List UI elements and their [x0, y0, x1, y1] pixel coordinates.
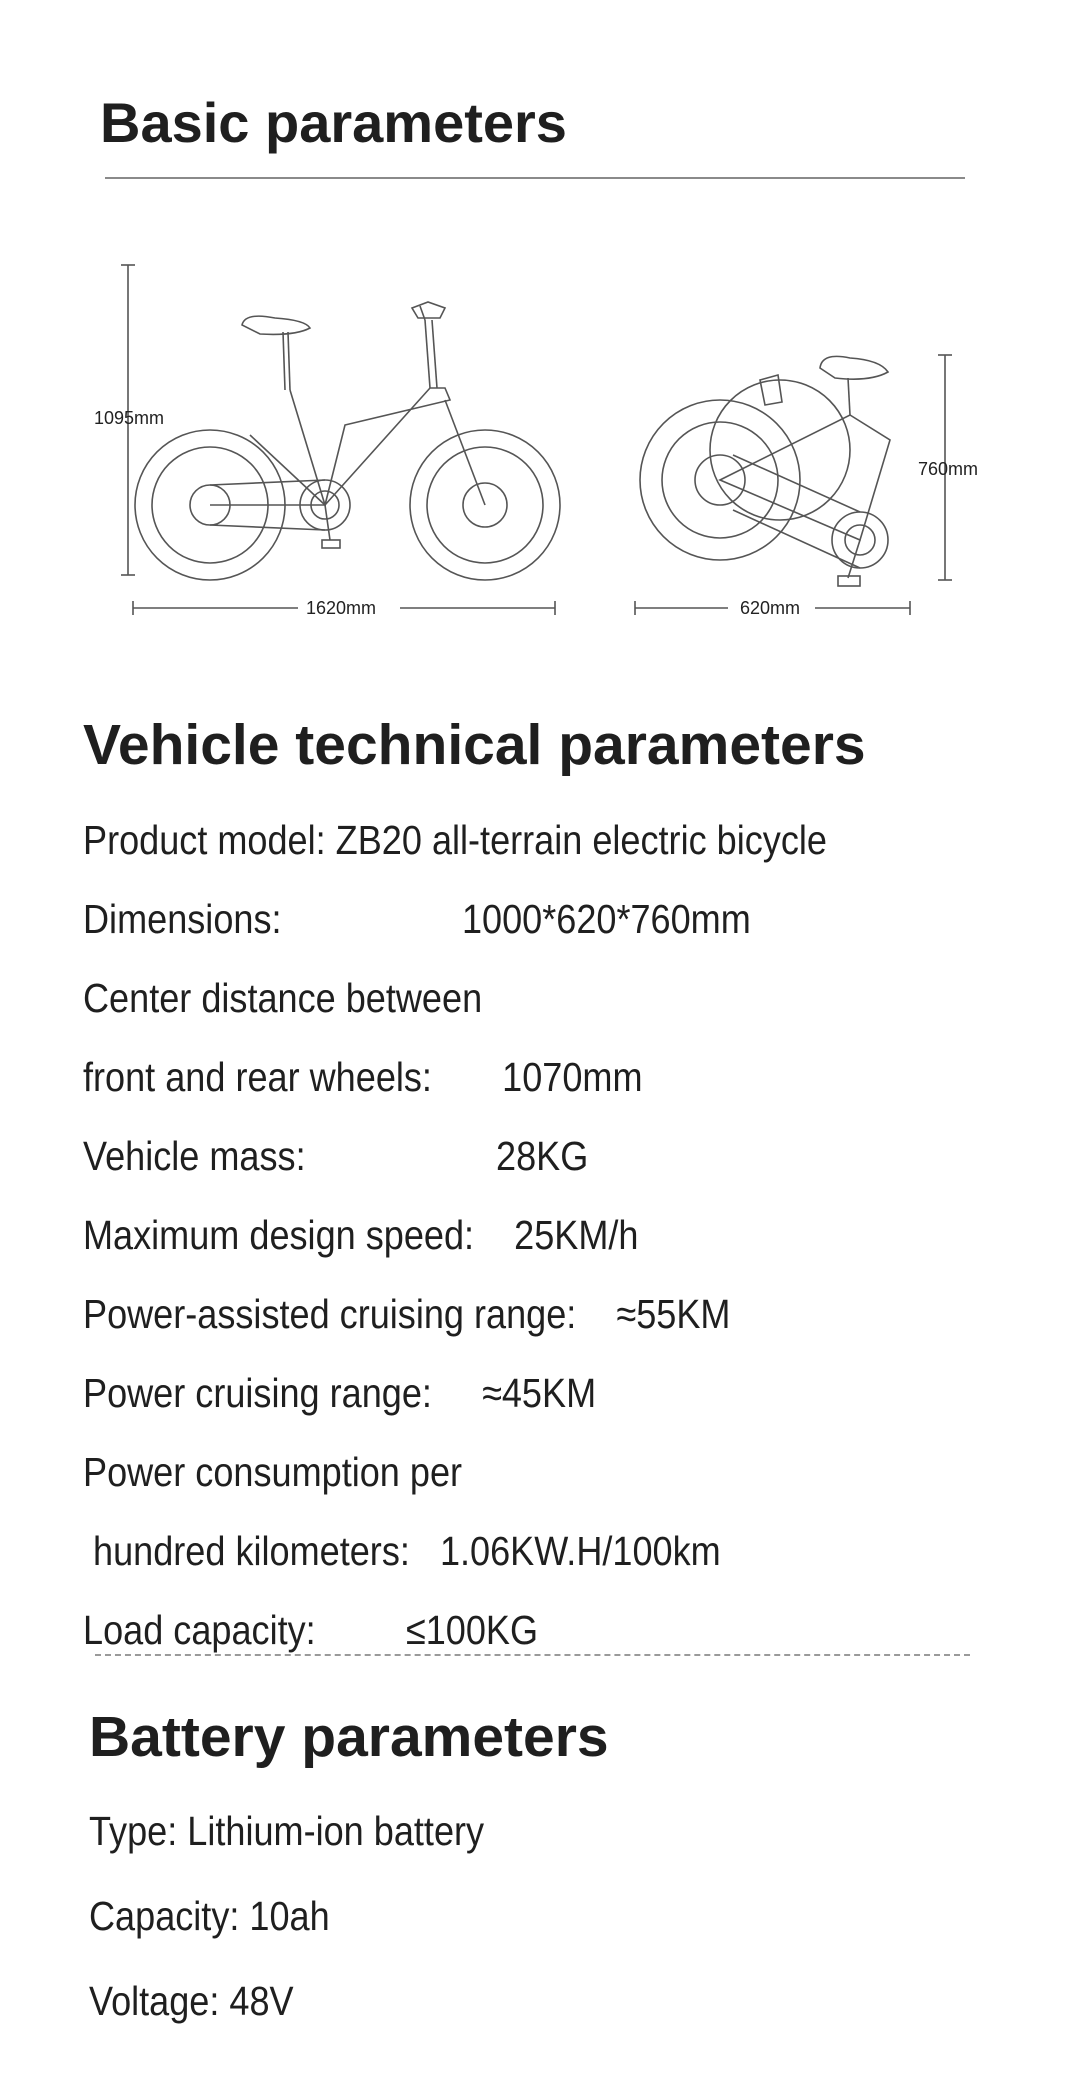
spec-line-wheel-distance: front and rear wheels: 1070mm — [83, 1054, 643, 1100]
section-divider-dashed — [95, 1654, 970, 1656]
folded-width-label: 620mm — [740, 598, 801, 618]
battery-parameters-heading: Battery parameters — [89, 1705, 609, 1769]
spec-line-power-consumption: Power consumption per — [83, 1449, 463, 1495]
spec-line-power-range: Power cruising range: ≈45KM — [83, 1370, 597, 1416]
folded-height-label: 760mm — [918, 459, 979, 479]
battery-line-voltage: Voltage: 48V — [89, 1978, 294, 2024]
spec-line-assisted-range: Power-assisted cruising range: ≈55KM — [83, 1291, 731, 1337]
folded-bike-illustration — [635, 355, 952, 615]
unfolded-bike-illustration — [121, 265, 560, 615]
bicycle-dimension-drawing — [0, 240, 1080, 640]
heading-divider — [105, 177, 965, 179]
spec-line-center-distance: Center distance between — [83, 975, 483, 1021]
spec-line-vehicle-mass: Vehicle mass: 28KG — [83, 1133, 589, 1179]
spec-line-load-capacity: Load capacity: ≤100KG — [83, 1607, 539, 1653]
battery-line-capacity: Capacity: 10ah — [89, 1893, 330, 1939]
unfolded-height-label: 1095mm — [94, 408, 165, 428]
spec-line-max-speed: Maximum design speed: 25KM/h — [83, 1212, 639, 1258]
spec-line-dimensions: Dimensions: 1000*620*760mm — [83, 896, 751, 942]
unfolded-length-label: 1620mm — [306, 598, 377, 618]
vehicle-parameters-heading: Vehicle technical parameters — [83, 713, 866, 777]
basic-parameters-heading: Basic parameters — [100, 91, 567, 154]
battery-line-type: Type: Lithium-ion battery — [89, 1808, 485, 1854]
spec-line-product-model: Product model: ZB20 all-terrain electric bicycle — [83, 817, 827, 863]
spec-line-consumption-value: hundred kilometers: 1.06KW.H/100km — [83, 1528, 721, 1574]
